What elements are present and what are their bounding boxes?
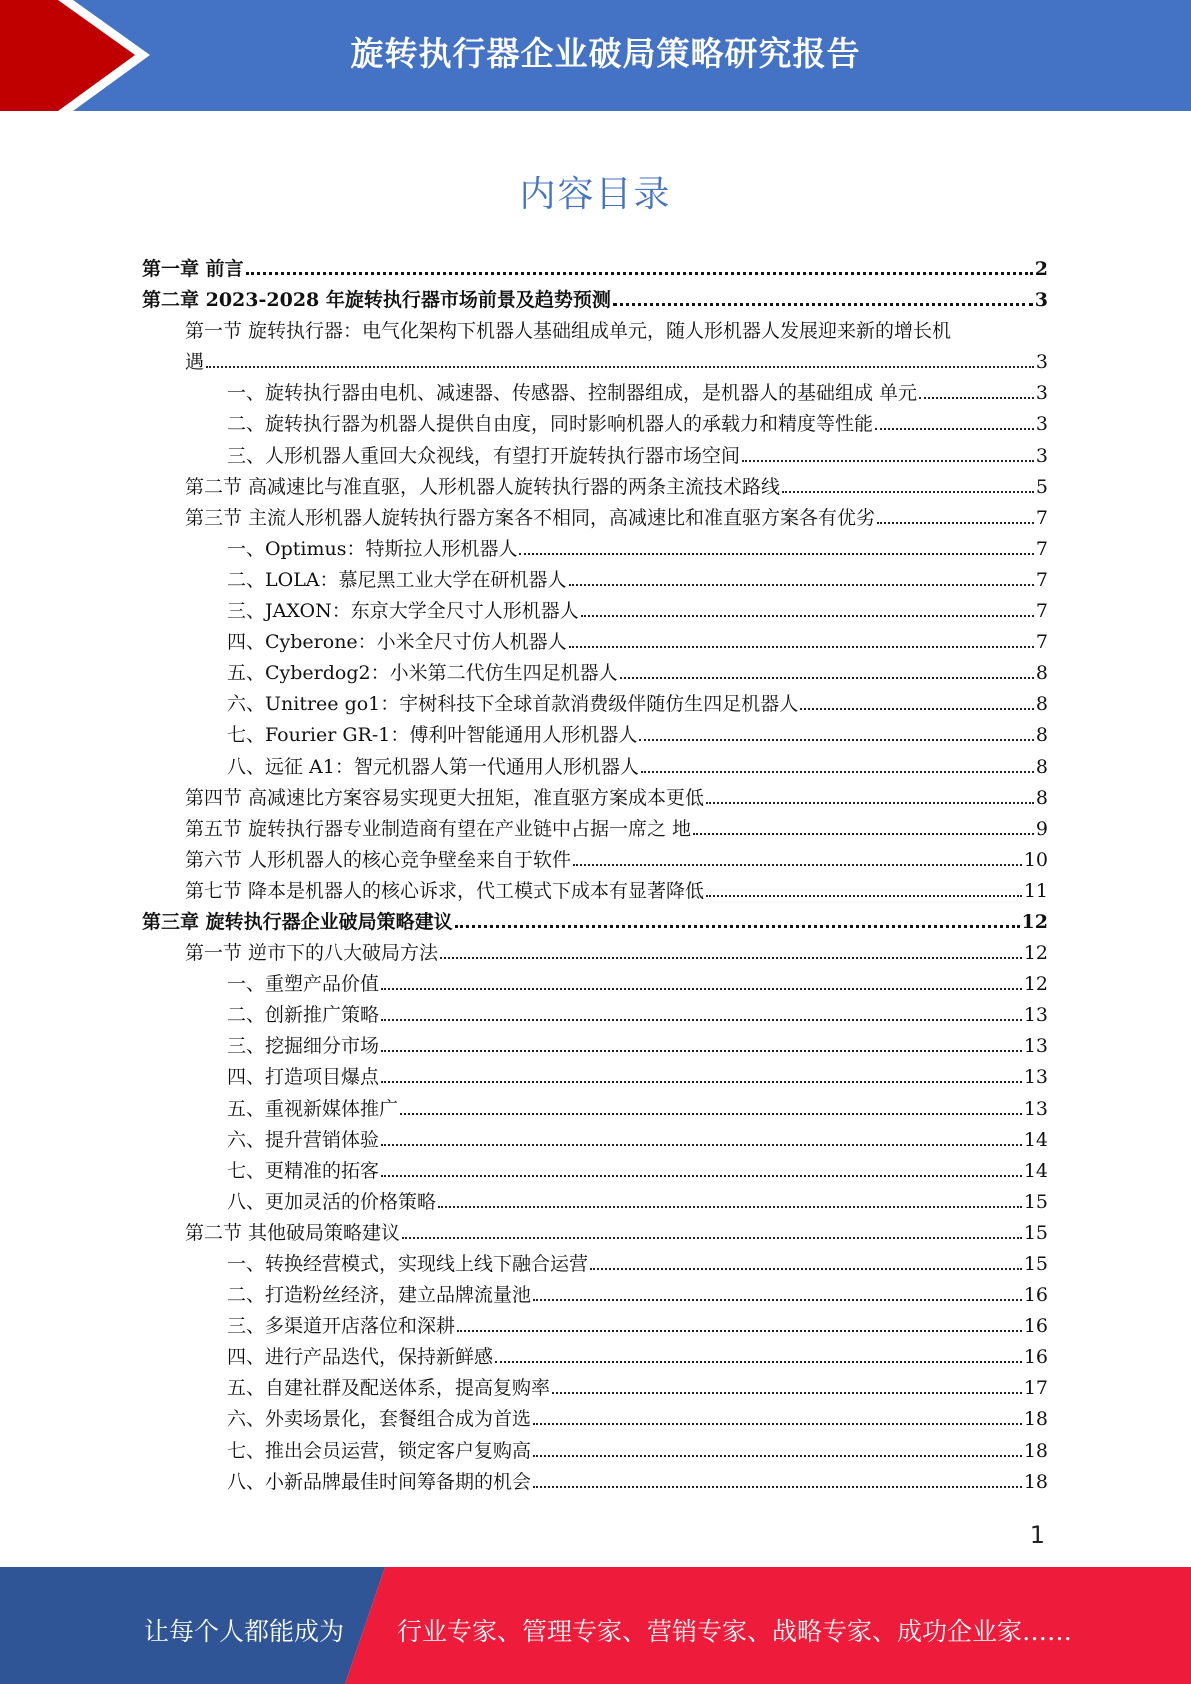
toc-dot-leader	[552, 1380, 1022, 1394]
toc-page-number: 18	[1023, 1439, 1048, 1462]
toc-page-number: 14	[1023, 1128, 1048, 1151]
toc-page-number: 13	[1023, 1004, 1048, 1027]
toc-dot-leader	[206, 354, 1034, 368]
toc-entry-title: 六、提升营销体验	[227, 1128, 380, 1151]
toc-page-number: 12	[1023, 942, 1048, 965]
toc-dot-leader	[533, 1411, 1022, 1425]
toc-dot-leader	[782, 479, 1034, 493]
toc-page-number: 8	[1035, 755, 1048, 778]
toc-entry[interactable]	[142, 627, 1048, 658]
toc-dot-leader	[693, 821, 1034, 835]
toc-entry-title: 第七节 降本是机器人的核心诉求，代工模式下成本有显著降低	[185, 879, 705, 902]
toc-entry[interactable]	[142, 1094, 1048, 1125]
toc-entry[interactable]	[142, 969, 1048, 1000]
toc-dot-leader	[620, 665, 1034, 679]
toc-entry-title: 第三节 主流人形机器人旋转执行器方案各不相同，高减速比和准直驱方案各有优劣	[185, 506, 876, 529]
toc-entry-title: 第三章 旋转执行器企业破局策略建议	[142, 910, 453, 933]
toc-dot-leader	[457, 1318, 1022, 1332]
toc-entry-title: 五、重视新媒体推广	[227, 1097, 399, 1120]
toc-entry[interactable]	[142, 1031, 1048, 1062]
toc-entry-title: 第六节 人形机器人的核心竞争壁垒来自于软件	[185, 848, 572, 871]
toc-entry-title: 三、挖掘细分市场	[227, 1035, 380, 1058]
toc-dot-leader	[742, 448, 1034, 462]
toc-entry[interactable]	[142, 347, 1048, 378]
toc-entry[interactable]	[142, 938, 1048, 969]
toc-page-number: 18	[1023, 1408, 1048, 1431]
toc-dot-leader	[400, 1101, 1022, 1115]
toc-entry-title: 遇	[185, 351, 205, 374]
toc-entry[interactable]	[142, 409, 1048, 440]
toc-page-number: 9	[1035, 817, 1048, 840]
toc-page-number: 15	[1023, 1221, 1048, 1244]
toc-entry-title: 一、Optimus：特斯拉人形机器人	[227, 537, 518, 560]
toc-entry[interactable]	[142, 907, 1048, 938]
toc-entry[interactable]	[142, 565, 1048, 596]
toc-entry-title: 七、推出会员运营，锁定客户复购高	[227, 1439, 532, 1462]
toc-entry[interactable]	[142, 845, 1048, 876]
toc-entry-title: 五、Cyberdog2：小米第二代仿生四足机器人	[227, 662, 618, 685]
toc-dot-leader	[613, 292, 1033, 306]
toc-entry[interactable]	[142, 1404, 1048, 1435]
toc-entry-title: 八、远征 A1：智元机器人第一代通用人形机器人	[227, 755, 639, 778]
toc-page-number: 7	[1035, 568, 1048, 591]
toc-page-number: 15	[1023, 1253, 1048, 1275]
toc-page-number: 14	[1023, 1159, 1048, 1182]
toc-dot-leader	[569, 634, 1034, 648]
toc-entry[interactable]	[142, 1467, 1048, 1498]
toc-entry[interactable]	[142, 1280, 1048, 1311]
toc-page-number: 10	[1023, 848, 1048, 871]
toc-entry-title: 一、重塑产品价值	[227, 973, 380, 996]
toc-entry[interactable]	[142, 1062, 1048, 1093]
toc-entry-title: 第四节 高减速比方案容易实现更大扭矩，准直驱方案成本更低	[185, 786, 705, 809]
toc-dot-leader	[533, 1474, 1022, 1488]
toc-entry[interactable]	[142, 596, 1048, 627]
toc-dot-leader	[495, 1349, 1022, 1363]
toc-dot-leader	[246, 261, 1033, 275]
toc-dot-leader	[919, 385, 1034, 399]
report-title: 旋转执行器企业破局策略研究报告	[350, 34, 861, 73]
toc-page-number: 13	[1023, 1035, 1048, 1058]
toc-entry-title: 二、创新推广策略	[227, 1004, 380, 1027]
toc-entry-title: 六、Unitree go1：宇树科技下全球首款消费级伴随仿生四足机器人	[227, 693, 799, 716]
toc-dot-leader	[438, 1194, 1022, 1208]
toc-dot-leader	[641, 759, 1034, 773]
toc-page-number: 5	[1035, 475, 1048, 498]
toc-entry[interactable]	[142, 441, 1048, 472]
toc-page-number: 12	[1023, 973, 1048, 996]
toc-entry-title: 二、旋转执行器为机器人提供自由度，同时影响机器人的承载力和精度等性能	[227, 413, 874, 436]
toc-entry[interactable]	[142, 1000, 1048, 1031]
toc-dot-leader	[533, 1443, 1022, 1457]
toc-page-number: 17	[1023, 1377, 1048, 1400]
toc-entry-title: 第二节 高减速比与准直驱，人形机器人旋转执行器的两条主流技术路线	[185, 475, 781, 498]
toc-entry-title: 第二章 2023-2028 年旋转执行器市场前景及趋势预测	[142, 289, 611, 312]
toc-dot-leader	[569, 572, 1034, 586]
toc-entry[interactable]	[142, 814, 1048, 845]
footer-slogan-right: 行业专家、管理专家、营销专家、战略专家、成功企业家……	[397, 1617, 1073, 1646]
toc-page-number: 3	[1034, 289, 1048, 312]
footer-slogan-left: 让每个人都能成为	[144, 1617, 345, 1646]
toc-page-number: 3	[1035, 413, 1048, 436]
toc-page-number: 8	[1035, 662, 1048, 685]
toc-page-number: 7	[1035, 600, 1048, 623]
toc-entry[interactable]	[142, 285, 1048, 316]
toc-entry[interactable]	[142, 720, 1048, 751]
toc-dot-leader	[381, 976, 1022, 990]
toc-entry[interactable]	[142, 876, 1048, 907]
toc-entry[interactable]	[142, 1156, 1048, 1187]
toc-entry-title: 六、外卖场景化，套餐组合成为首选	[227, 1408, 532, 1431]
toc-entry[interactable]	[142, 254, 1048, 285]
toc-page-number: 7	[1035, 631, 1048, 654]
toc-entry[interactable]	[142, 783, 1048, 814]
toc-dot-leader	[706, 883, 1022, 897]
table-of-contents	[142, 254, 1048, 1498]
toc-page-number: 16	[1023, 1315, 1048, 1338]
toc-dot-leader	[402, 1225, 1022, 1239]
toc-dot-leader	[381, 1069, 1022, 1083]
toc-page-number: 8	[1035, 786, 1048, 809]
toc-entry[interactable]	[142, 689, 1048, 720]
toc-dot-leader	[800, 696, 1034, 710]
toc-dot-leader	[381, 1007, 1022, 1021]
toc-entry[interactable]	[142, 1249, 1048, 1280]
toc-entry[interactable]	[142, 1373, 1048, 1404]
toc-entry-title: 四、Cyberone：小米全尺寸仿人机器人	[227, 631, 567, 654]
toc-entry-title: 八、小新品牌最佳时间筹备期的机会	[227, 1470, 532, 1493]
toc-dot-leader	[639, 727, 1034, 741]
toc-dot-leader	[381, 1163, 1022, 1177]
toc-entry[interactable]	[142, 1342, 1048, 1373]
toc-page-number: 3	[1035, 351, 1048, 374]
toc-entry-title: 一、旋转执行器由电机、减速器、传感器、控制器组成，是机器人的基础组成 单元	[227, 382, 918, 405]
report-header	[0, 0, 1191, 111]
toc-entry-title: 七、Fourier GR-1：傅利叶智能通用人形机器人	[227, 724, 638, 747]
toc-page-number: 11	[1023, 879, 1048, 902]
toc-entry-title: 第二节 其他破局策略建议	[185, 1221, 401, 1244]
toc-dot-leader	[519, 541, 1033, 555]
toc-entry-title: 三、人形机器人重回大众视线，有望打开旋转执行器市场空间	[227, 444, 741, 467]
toc-dot-leader	[581, 603, 1034, 617]
toc-dot-leader	[381, 1038, 1022, 1052]
toc-entry[interactable]	[142, 658, 1048, 689]
toc-entry[interactable]	[142, 1187, 1048, 1218]
toc-entry-title: 第一章 前言	[142, 258, 244, 280]
toc-entry-title: 三、多渠道开店落位和深耕	[227, 1315, 456, 1338]
toc-dot-leader	[590, 1256, 1022, 1270]
toc-heading: 内容目录	[519, 174, 672, 215]
toc-entry-title: 七、更精准的拓客	[227, 1159, 380, 1182]
toc-entry-title: 二、打造粉丝经济，建立品牌流量池	[227, 1284, 532, 1307]
toc-page-number: 7	[1035, 537, 1048, 560]
toc-entry[interactable]	[142, 1436, 1048, 1467]
toc-page-number: 8	[1035, 724, 1048, 747]
toc-entry[interactable]	[142, 378, 1048, 409]
toc-page-number: 3	[1035, 444, 1048, 467]
toc-page-number: 12	[1021, 910, 1048, 933]
toc-page-number: 3	[1035, 382, 1048, 405]
toc-entry-title: 二、LOLA：慕尼黑工业大学在研机器人	[227, 568, 567, 591]
toc-dot-leader	[706, 790, 1034, 804]
toc-page-number: 15	[1023, 1190, 1048, 1213]
toc-entry[interactable]	[142, 534, 1048, 565]
toc-dot-leader	[877, 510, 1034, 524]
toc-entry[interactable]	[142, 503, 1048, 534]
toc-entry-title: 四、打造项目爆点	[227, 1066, 380, 1089]
toc-entry-title: 第五节 旋转执行器专业制造商有望在产业链中占据一席之 地	[185, 817, 692, 840]
toc-entry-title: 八、更加灵活的价格策略	[227, 1190, 437, 1213]
toc-entry[interactable]	[142, 1218, 1048, 1249]
toc-dot-leader	[440, 945, 1022, 959]
toc-page-number: 13	[1023, 1066, 1048, 1089]
toc-dot-leader	[573, 852, 1022, 866]
toc-entry-title: 五、自建社群及配送体系，提高复购率	[227, 1377, 551, 1400]
toc-dot-leader	[875, 416, 1034, 430]
toc-page-number: 16	[1023, 1284, 1048, 1307]
toc-page-number: 16	[1023, 1346, 1048, 1369]
toc-entry-title: 四、进行产品迭代，保持新鲜感	[227, 1346, 494, 1369]
toc-page-number: 18	[1023, 1470, 1048, 1493]
page-number: 1	[1029, 1521, 1045, 1549]
toc-page-number: 2	[1034, 258, 1048, 280]
toc-dot-leader	[533, 1287, 1022, 1301]
toc-entry-title: 三、JAXON：东京大学全尺寸人形机器人	[227, 600, 579, 623]
toc-dot-leader	[455, 914, 1020, 928]
toc-page-number: 13	[1023, 1097, 1048, 1120]
toc-entry-title: 一、转换经营模式，实现线上线下融合运营	[227, 1253, 589, 1275]
toc-entry[interactable]	[142, 1311, 1048, 1342]
toc-entry-line[interactable]: 第一节 旋转执行器：电气化架构下机器人基础组成单元，随人形机器人发展迎来新的增长机	[185, 320, 952, 343]
toc-entry[interactable]	[142, 472, 1048, 503]
toc-page-number: 8	[1035, 693, 1048, 716]
toc-entry[interactable]	[142, 752, 1048, 783]
toc-page-number: 7	[1035, 506, 1048, 529]
toc-entry-title: 第一节 逆市下的八大破局方法	[185, 942, 439, 965]
toc-dot-leader	[381, 1132, 1022, 1146]
toc-entry[interactable]	[142, 1125, 1048, 1156]
